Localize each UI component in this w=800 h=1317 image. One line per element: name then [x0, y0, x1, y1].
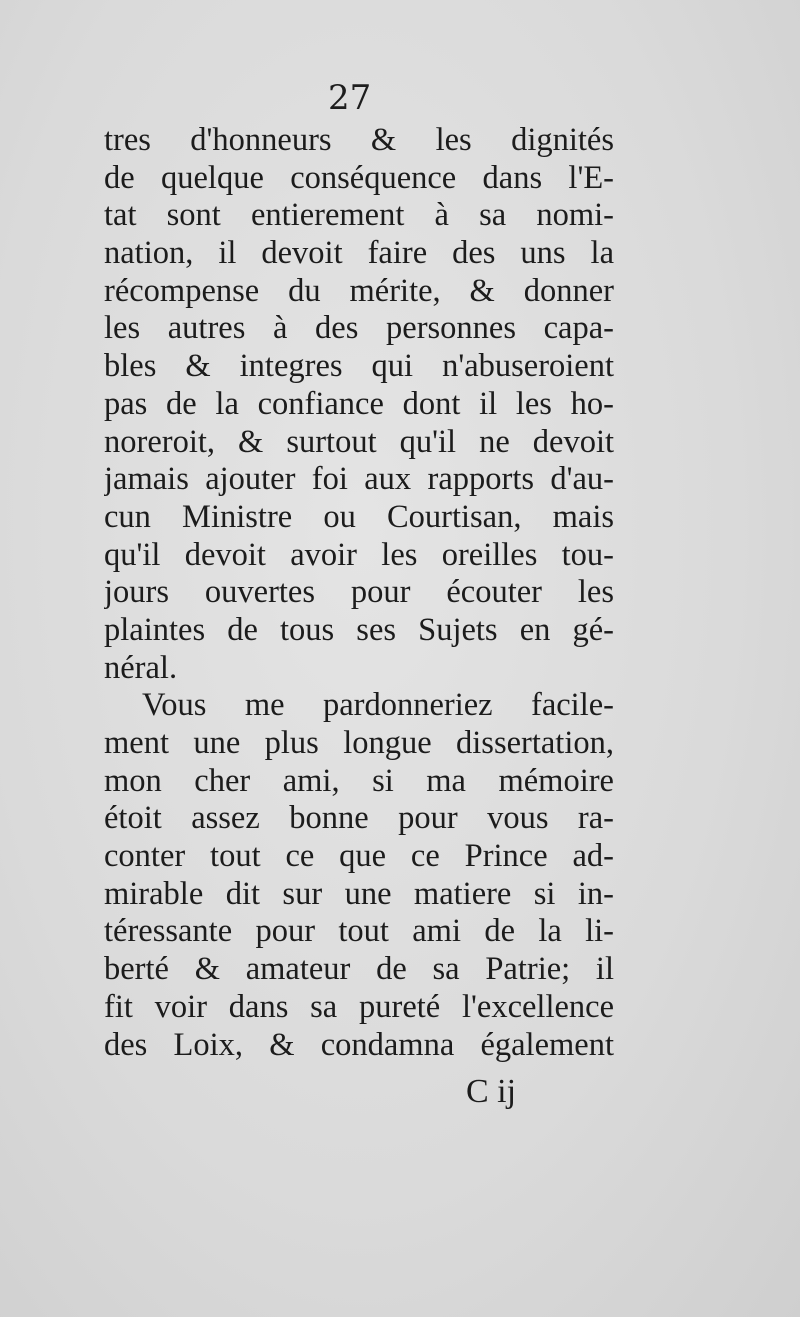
- text-line: fit voir dans sa pureté l'excellence: [104, 988, 614, 1025]
- text-line: qu'il devoit avoir les oreilles tou-: [104, 536, 614, 573]
- text-line: jamais ajouter foi aux rapports d'au-: [104, 461, 614, 498]
- text-line: étoit assez bonne pour vous ra-: [104, 800, 614, 837]
- text-line: bles & integres qui n'abuseroient: [104, 348, 614, 385]
- text-line: pas de la confiance dont il les ho-: [104, 385, 614, 422]
- page-number: 27: [328, 78, 372, 118]
- signature-mark: C ij: [466, 1073, 517, 1110]
- text-line: nation, il devoit faire des uns la: [104, 235, 614, 272]
- text-line: plaintes de tous ses Sujets en gé-: [104, 611, 614, 648]
- text-line: conter tout ce que ce Prince ad-: [104, 838, 614, 875]
- body-text: [104, 122, 614, 1064]
- paragraph-start-line: Vous me pardonneriez facile-: [142, 687, 614, 724]
- text-line: les autres à des personnes capa-: [104, 310, 614, 347]
- text-line: mon cher ami, si ma mémoire: [104, 762, 614, 799]
- text-line: jours ouvertes pour écouter les: [104, 574, 614, 611]
- text-line: cun Ministre ou Courtisan, mais: [104, 498, 614, 535]
- paragraph-end-line: néral.: [104, 649, 178, 686]
- text-line: mirable dit sur une matiere si in-: [104, 875, 614, 912]
- text-line: berté & amateur de sa Patrie; il: [104, 951, 614, 988]
- text-line: téressante pour tout ami de la li-: [104, 913, 614, 950]
- text-line: ment une plus longue dissertation,: [104, 725, 614, 761]
- text-line: des Loix, & condamna également: [104, 1026, 614, 1063]
- text-line: noreroit, & surtout qu'il ne devoit: [104, 423, 614, 460]
- text-line: tat sont entierement à sa nomi-: [104, 197, 614, 234]
- text-line: tres d'honneurs & les dignités: [104, 122, 614, 158]
- text-line: de quelque conséquence dans l'E-: [104, 159, 614, 196]
- text-line: récompense du mérite, & donner: [104, 272, 614, 309]
